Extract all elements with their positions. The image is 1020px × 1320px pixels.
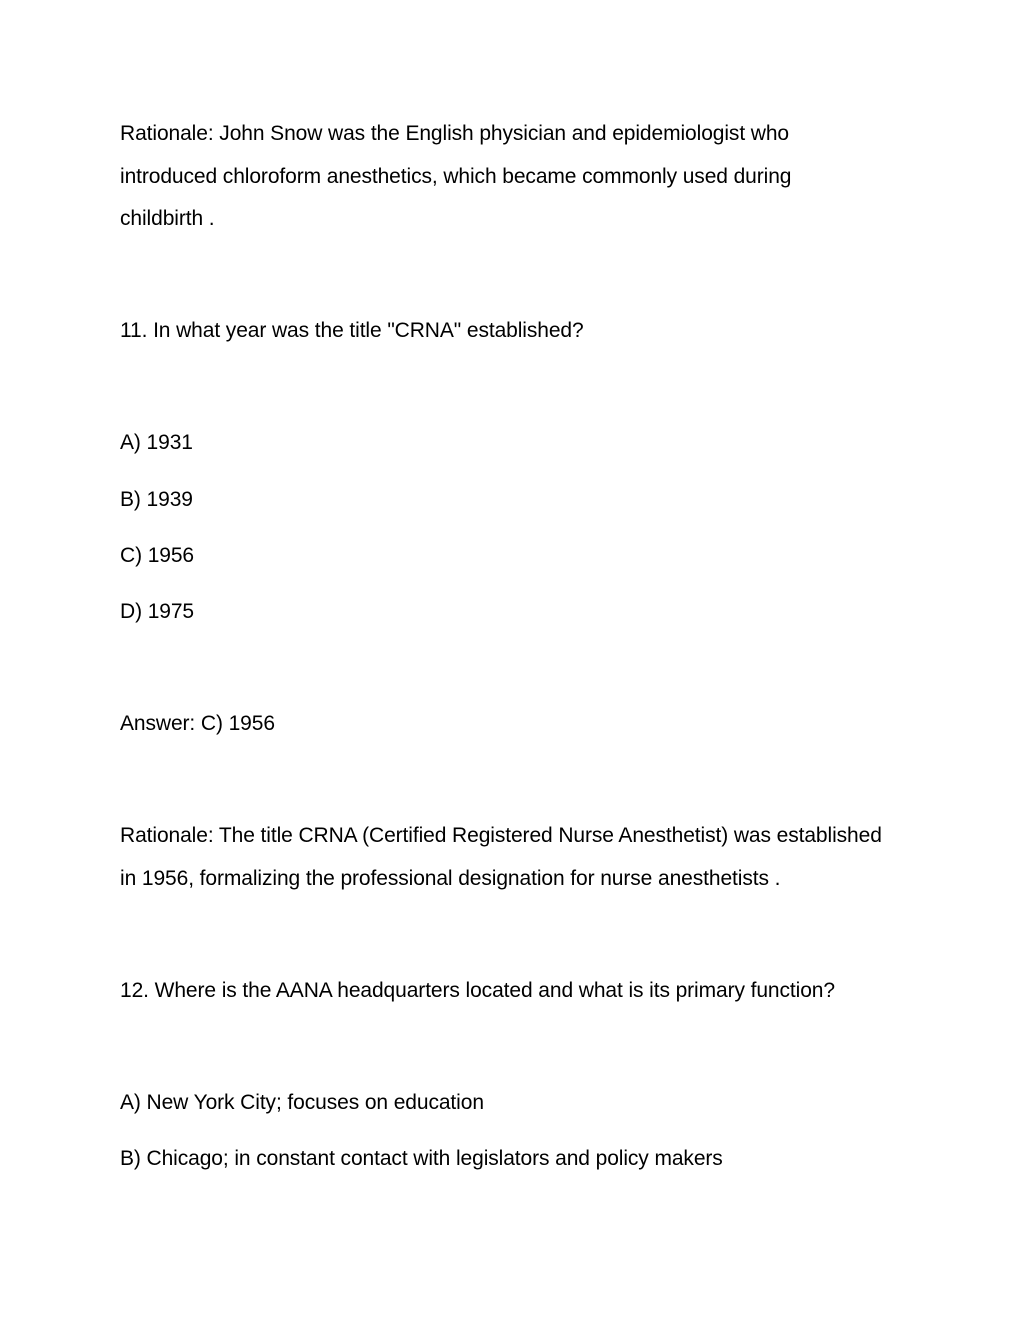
q12-option-a: A) New York City; focuses on education <box>120 1091 484 1114</box>
q11-option-a: A) 1931 <box>120 431 193 454</box>
question-11: 11. In what year was the title "CRNA" established? <box>120 319 584 342</box>
rationale-line: introduced chloroform anesthetics, which became commonly used during <box>120 165 792 188</box>
q11-option-b: B) 1939 <box>120 488 193 511</box>
q11-rationale-line: Rationale: The title CRNA (Certified Registered Nurse Anesthetist) was established <box>120 824 882 847</box>
q12-option-b: B) Chicago; in constant contact with legislators and policy makers <box>120 1147 723 1170</box>
rationale-line: childbirth . <box>120 207 215 230</box>
q11-option-d: D) 1975 <box>120 600 195 623</box>
q11-rationale-line: in 1956, formalizing the professional designation for nurse anesthetists . <box>120 867 781 890</box>
rationale-line: Rationale: John Snow was the English physician and epidemiologist who <box>120 122 790 145</box>
question-12: 12. Where is the AANA headquarters located and what is its primary function? <box>120 979 835 1002</box>
q11-option-c: C) 1956 <box>120 544 195 567</box>
q11-answer: Answer: C) 1956 <box>120 712 275 735</box>
